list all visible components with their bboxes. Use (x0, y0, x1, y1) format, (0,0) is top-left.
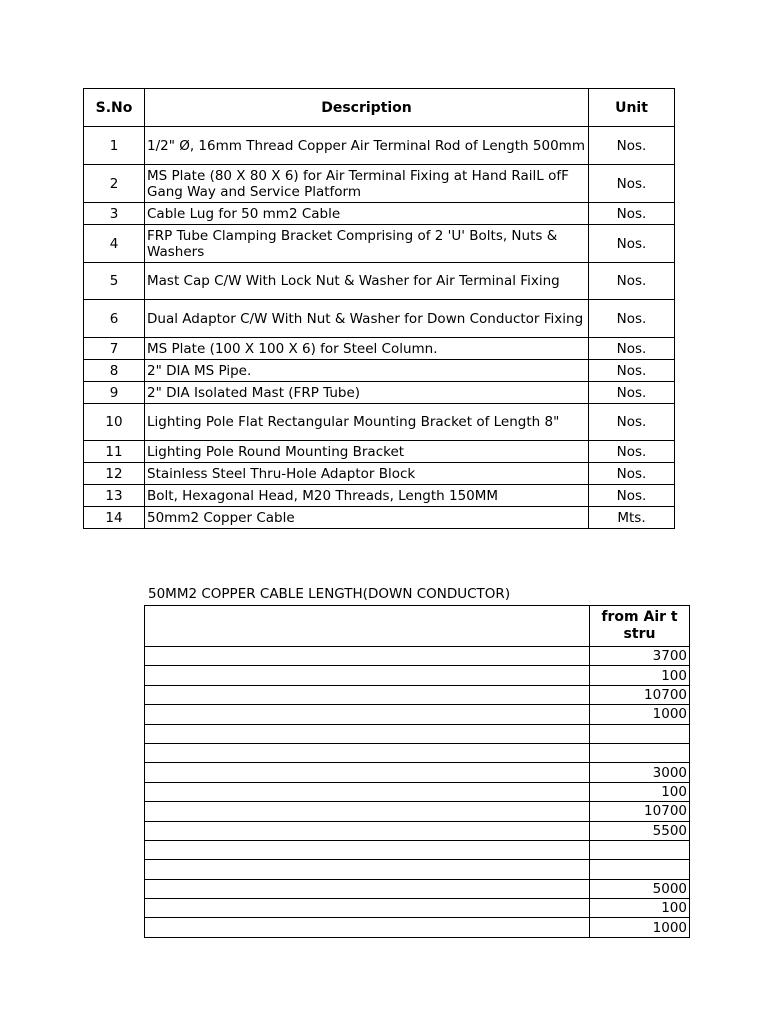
cell-sno: 6 (84, 300, 145, 338)
cable-length-cell: 100 (590, 782, 690, 801)
cable-label-cell (145, 666, 590, 685)
cable-length-table (144, 605, 690, 938)
cell-description: Lighting Pole Flat Rectangular Mounting Bracket of Length 8" (145, 404, 589, 441)
cable-section-title: 50MM2 COPPER CABLE LENGTH(DOWN CONDUCTOR) (148, 586, 511, 602)
cable-label-cell (145, 705, 590, 724)
cell-unit: Nos. (589, 300, 675, 338)
cable-length-cell: 1000 (590, 705, 690, 724)
cell-unit: Nos. (589, 485, 675, 507)
cable-label-cell (145, 821, 590, 840)
cable-label-cell (145, 860, 590, 879)
cell-sno: 11 (84, 441, 145, 463)
cable-length-cell: 1000 (590, 918, 690, 937)
cell-sno: 1 (84, 127, 145, 165)
table-row (145, 705, 690, 724)
cell-sno: 14 (84, 507, 145, 529)
cell-description: MS Plate (100 X 100 X 6) for Steel Column. (145, 338, 589, 360)
cable-header-line1: from Air t (601, 609, 678, 625)
table-row (145, 918, 690, 937)
table-row (145, 724, 690, 743)
cell-sno: 9 (84, 382, 145, 404)
cable-length-cell (590, 724, 690, 743)
table-row (145, 743, 690, 762)
cable-header-row (145, 606, 690, 647)
cell-sno: 12 (84, 463, 145, 485)
cable-label-cell (145, 802, 590, 821)
cable-label-cell (145, 763, 590, 782)
cable-length-cell: 100 (590, 666, 690, 685)
cable-label-cell (145, 743, 590, 762)
cell-unit: Nos. (589, 338, 675, 360)
cell-description: Mast Cap C/W With Lock Nut & Washer for Air Terminal Fixing (145, 263, 589, 300)
cable-length-cell (590, 860, 690, 879)
table-row (145, 666, 690, 685)
cable-length-cell (590, 840, 690, 859)
cable-label-cell (145, 840, 590, 859)
cable-length-cell: 5000 (590, 879, 690, 898)
cable-length-cell: 5500 (590, 821, 690, 840)
table-row (145, 802, 690, 821)
cell-description: 1/2" Ø, 16mm Thread Copper Air Terminal Rod of Length 500mm (145, 127, 589, 165)
cell-unit: Nos. (589, 127, 675, 165)
cell-sno: 3 (84, 203, 145, 225)
table-row (145, 879, 690, 898)
cell-sno: 13 (84, 485, 145, 507)
cable-label-cell (145, 918, 590, 937)
table-row (145, 685, 690, 704)
table-row (145, 899, 690, 918)
cable-length-cell: 3000 (590, 763, 690, 782)
cell-unit: Nos. (589, 463, 675, 485)
cell-description: 2" DIA MS Pipe. (145, 360, 589, 382)
cell-description: Stainless Steel Thru-Hole Adaptor Block (145, 463, 589, 485)
cell-sno: 4 (84, 225, 145, 263)
cell-unit: Nos. (589, 404, 675, 441)
cable-label-cell (145, 899, 590, 918)
cable-label-cell (145, 879, 590, 898)
cell-description: Dual Adaptor C/W With Nut & Washer for Down Conductor Fixing (145, 300, 589, 338)
cable-header-blank (145, 606, 590, 647)
cable-label-cell (145, 685, 590, 704)
cell-sno: 5 (84, 263, 145, 300)
cell-description: FRP Tube Clamping Bracket Comprising of 2 'U' Bolts, Nuts & Washers (145, 225, 589, 263)
cable-length-cell: 10700 (590, 685, 690, 704)
cell-unit: Nos. (589, 165, 675, 203)
table-row (145, 647, 690, 666)
cell-description: Bolt, Hexagonal Head, M20 Threads, Length 150MM (145, 485, 589, 507)
cable-label-cell (145, 782, 590, 801)
cell-sno: 8 (84, 360, 145, 382)
cable-table-body (145, 647, 690, 938)
cell-description: MS Plate (80 X 80 X 6) for Air Terminal Fixing at Hand RailL ofF Gang Way and Service Platform (145, 165, 589, 203)
cell-unit: Nos. (589, 382, 675, 404)
header-sno: S.No (84, 89, 145, 127)
cell-unit: Nos. (589, 360, 675, 382)
table-row (145, 860, 690, 879)
cell-unit: Nos. (589, 225, 675, 263)
cell-unit: Mts. (589, 507, 675, 529)
cell-unit: Nos. (589, 203, 675, 225)
cable-length-cell: 100 (590, 899, 690, 918)
cell-sno: 10 (84, 404, 145, 441)
header-unit: Unit (589, 89, 675, 127)
cell-description: Lighting Pole Round Mounting Bracket (145, 441, 589, 463)
table-row (145, 782, 690, 801)
header-description: Description (145, 89, 589, 127)
cell-description: Cable Lug for 50 mm2 Cable (145, 203, 589, 225)
cable-length-cell (590, 743, 690, 762)
cell-sno: 7 (84, 338, 145, 360)
cable-header-line2: stru (623, 626, 656, 642)
cell-sno: 2 (84, 165, 145, 203)
cell-description: 50mm2 Copper Cable (145, 507, 589, 529)
cable-label-cell (145, 647, 590, 666)
cable-length-cell: 10700 (590, 802, 690, 821)
cable-label-cell (145, 724, 590, 743)
cell-description: 2" DIA Isolated Mast (FRP Tube) (145, 382, 589, 404)
table-row (145, 821, 690, 840)
cell-unit: Nos. (589, 263, 675, 300)
table-row (145, 840, 690, 859)
cable-length-cell: 3700 (590, 647, 690, 666)
cell-unit: Nos. (589, 441, 675, 463)
table-row (145, 763, 690, 782)
cable-header-from-air (590, 606, 690, 647)
